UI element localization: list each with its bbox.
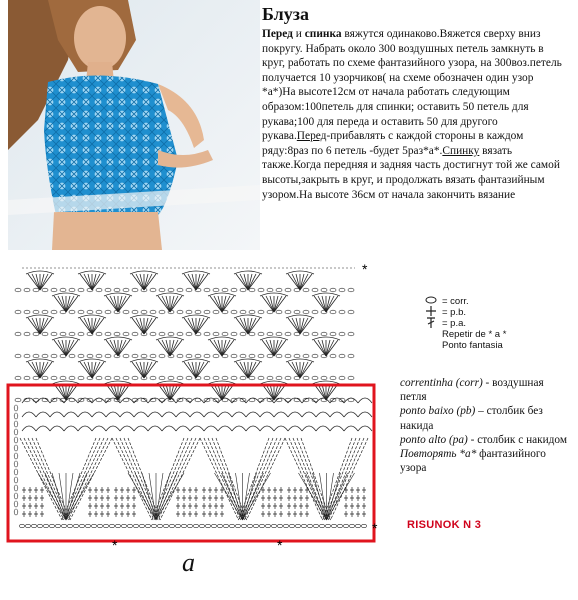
blouse-photo <box>8 0 260 250</box>
legend-pb: = p.b. <box>420 307 506 318</box>
diagram-label: а <box>182 548 195 577</box>
chart-upper-pattern <box>15 268 355 402</box>
star-marker-right: * <box>372 520 378 536</box>
legend-corr: = corr. <box>420 296 506 307</box>
explain-corr: correntinha (corr) - воздушная петля <box>400 377 544 404</box>
legend-repeat: Repetir de * a * <box>442 329 507 340</box>
desc-back-repeat-label: Спинку <box>442 144 480 157</box>
crochet-chart <box>0 258 400 558</box>
explain-repeat: Повторять *а* фантазийного узора <box>400 448 546 475</box>
star-marker-middle: * <box>277 537 283 553</box>
chart-lower-pattern <box>14 398 372 528</box>
stitch-legend <box>420 296 506 351</box>
page-title: Блуза <box>262 4 309 24</box>
figure-caption: RISUNOK N 3 <box>407 519 482 531</box>
stitch-explanation <box>400 376 572 475</box>
desc-paragraph-2: -прибавлять с каждой стороны в каждом ряду:8раз по 6 петель -будет 5раз*а*. <box>262 130 524 157</box>
star-marker-left: * <box>112 537 118 553</box>
desc-paragraph-3: вязать также.Когда передняя и задняя часть достигнут той же самой высоты,закрыть в круг, и продолжать вязать фантазийным узором.На высоте 36см от начала закончить вязание <box>262 144 560 201</box>
legend-pa: = p.a. <box>420 318 506 329</box>
star-marker-top: * <box>362 261 368 277</box>
explain-pb: ponto baixo (pb) – столбик без накида <box>400 405 543 432</box>
desc-paragraph-1: вяжутся одинаково.Вяжется сверху вниз покругу. Набрать около 300 воздушных петель замкнуть в круг, работать по схеме фантазийного узора, на 300воз.петель получается 10 узорчиков( на схеме обозначен один узор *а*)На высоте12см от начала работать следующим образом:100петель для спинки; оставить 50 петель для рукава;100 для переда и оставить 50 для другого рукава. <box>262 28 562 143</box>
desc-front-label: Перед <box>262 28 293 40</box>
desc-back-label: спинка <box>304 28 342 40</box>
desc-front-increase-label: Перед <box>296 130 327 143</box>
pattern-description <box>262 27 567 202</box>
explain-pa: ponto alto (pa) - столбик с накидом <box>400 433 567 446</box>
legend-fantasia: Ponto fantasia <box>442 340 503 351</box>
desc-and: и <box>292 28 305 40</box>
double-crochet-icon <box>420 317 442 331</box>
